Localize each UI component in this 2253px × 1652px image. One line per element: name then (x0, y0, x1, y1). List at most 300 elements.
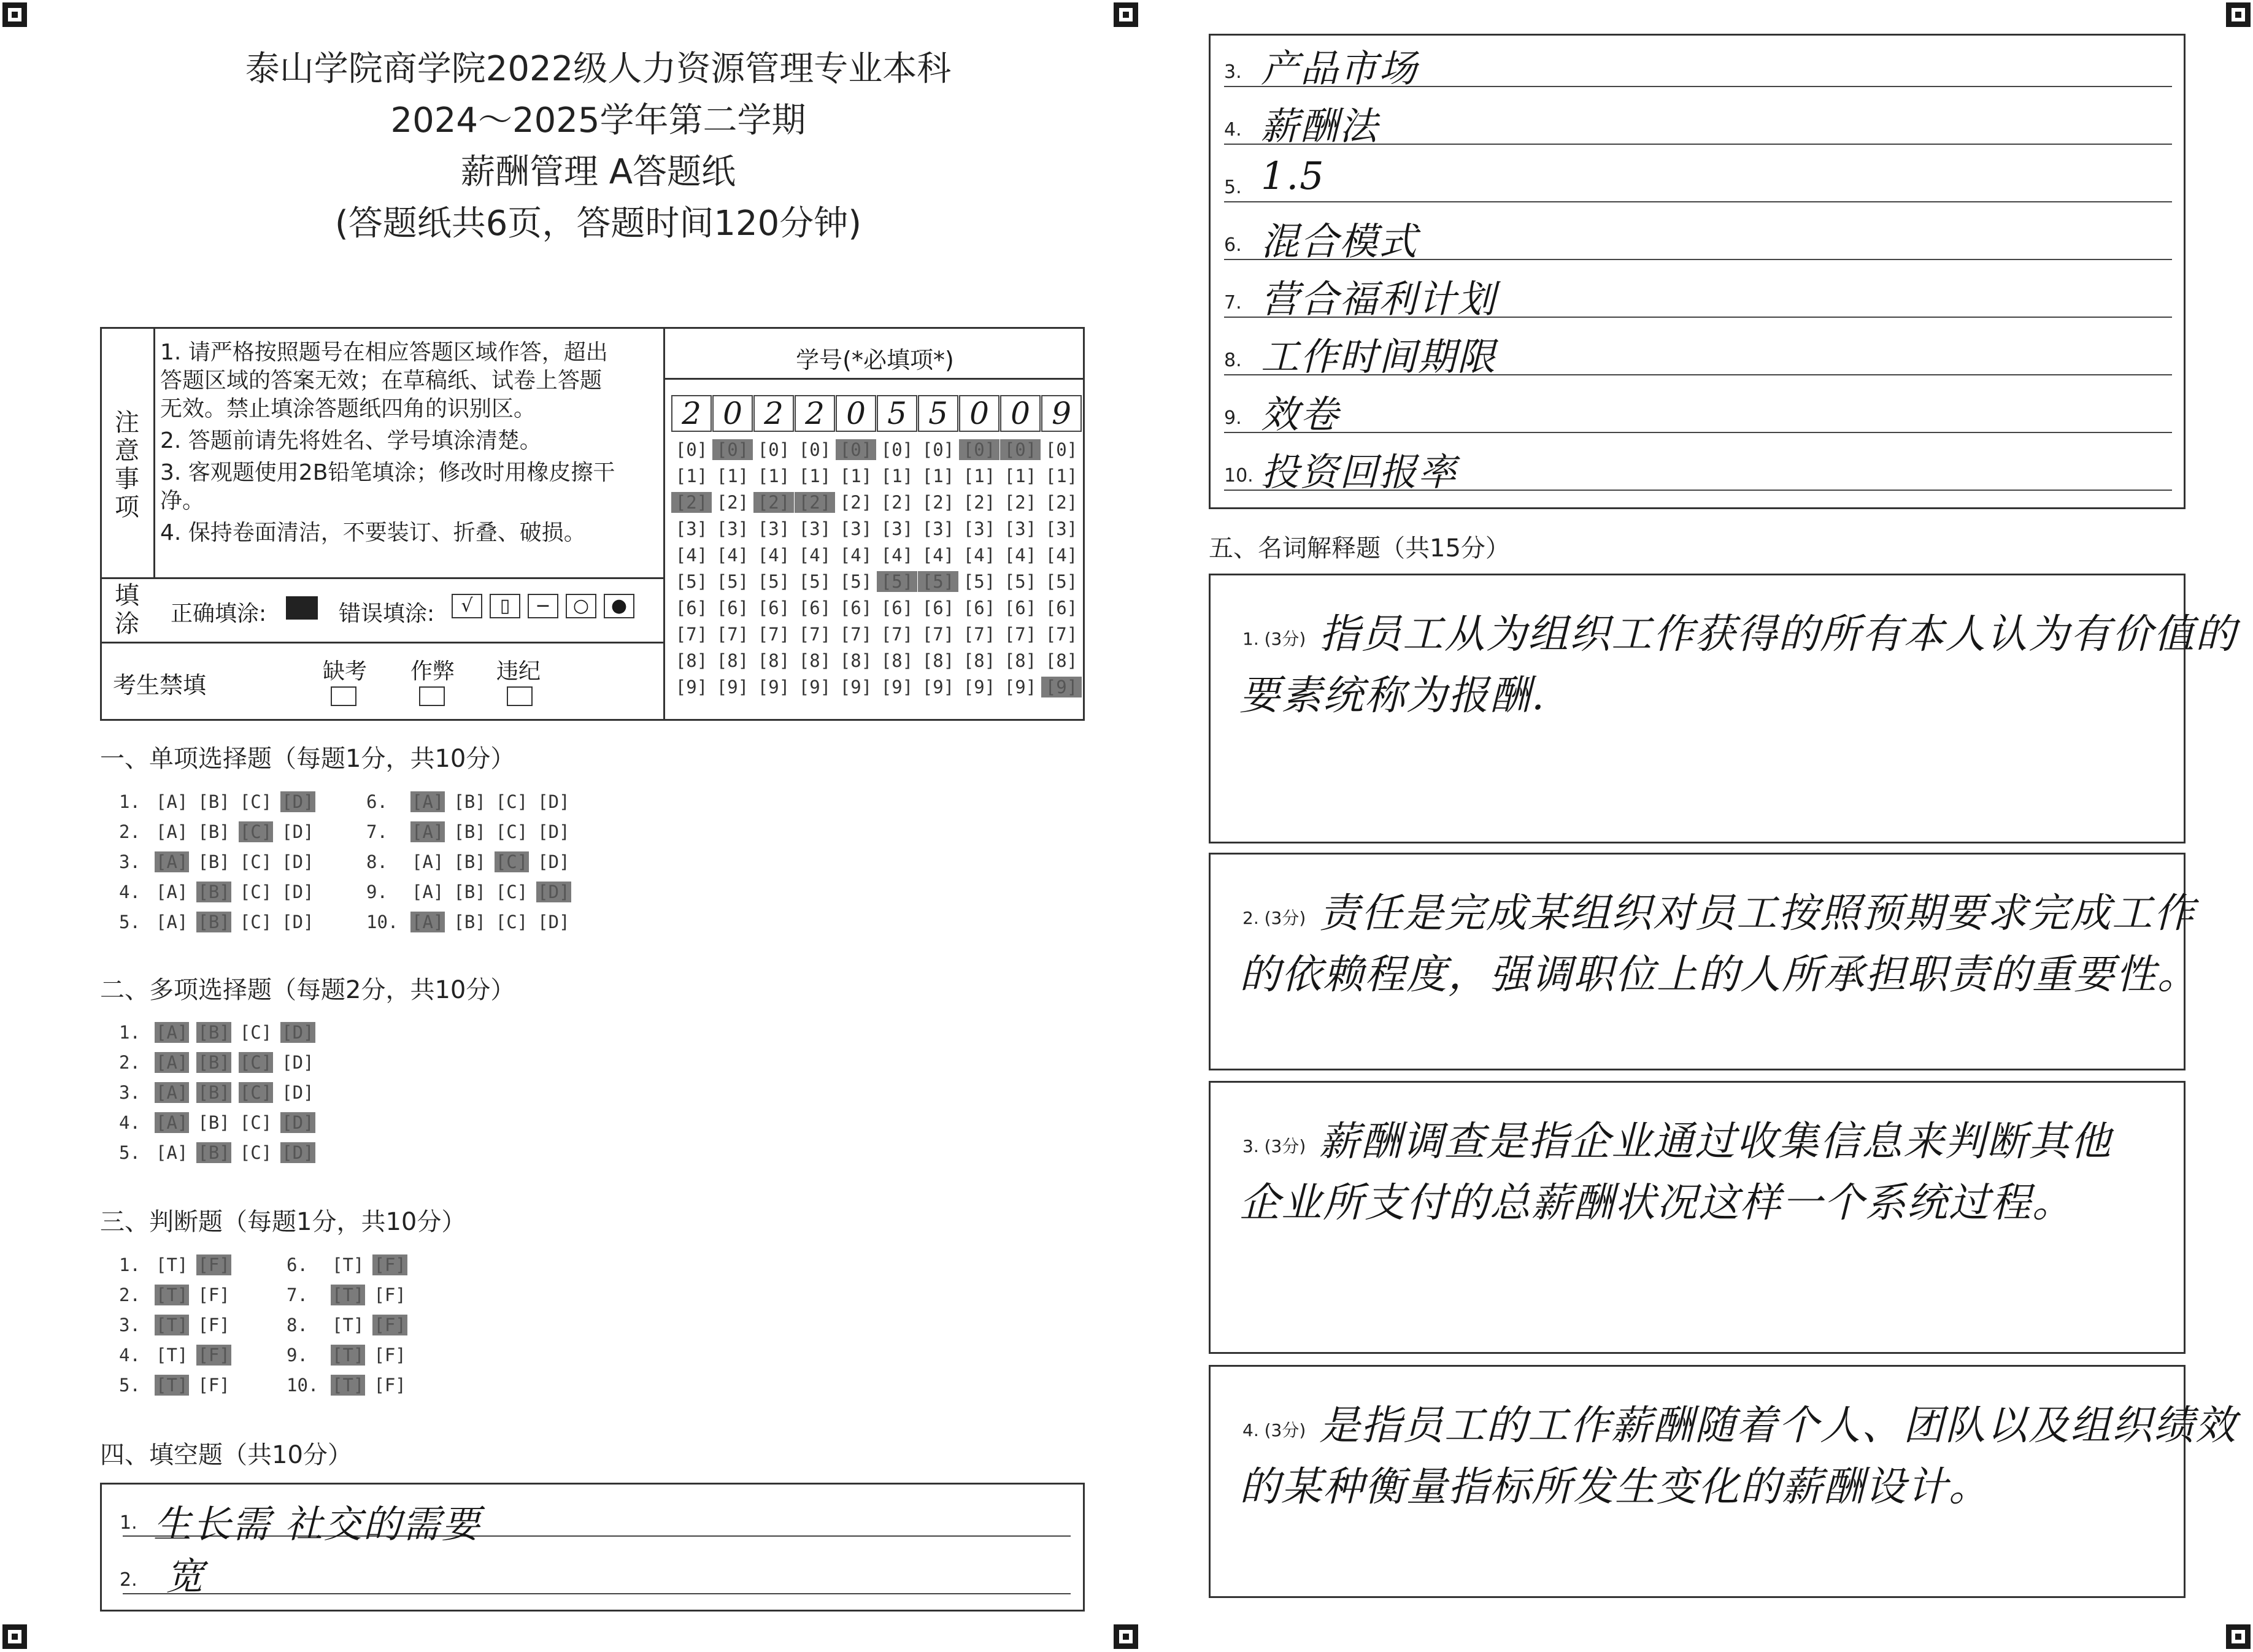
single-choice-row (365, 851, 571, 872)
id-bubble[interactable]: [2] (1045, 492, 1078, 513)
option-bubble[interactable]: [F] (374, 1345, 406, 1366)
student-id-digit: 0 (1000, 395, 1041, 432)
option-bubble[interactable]: [B] (198, 791, 230, 812)
id-bubble[interactable]: [5] (1045, 571, 1078, 592)
true-false-row (285, 1375, 407, 1396)
fill-answer: 工作时间期限 (1261, 334, 1497, 379)
option-bubble[interactable]: [C] (239, 821, 272, 842)
id-bubble[interactable]: [0] (798, 439, 831, 460)
wrong-sample: ▯ (490, 594, 520, 618)
option-bubble[interactable]: [A] (412, 821, 444, 842)
question-number: 7. (366, 821, 388, 842)
option-bubble[interactable]: [D] (282, 912, 314, 932)
id-bubble[interactable]: [5] (963, 571, 996, 592)
option-bubble[interactable]: [T] (156, 1285, 188, 1305)
question-number: 9. (366, 882, 388, 902)
multi-choice-row (118, 1112, 315, 1133)
id-bubble[interactable]: [0] (836, 439, 876, 460)
id-bubble[interactable]: [8] (1004, 650, 1037, 671)
option-bubble[interactable]: [D] (537, 882, 570, 902)
option-bubble[interactable]: [B] (453, 791, 486, 812)
id-bubble[interactable]: [7] (675, 624, 708, 645)
id-bubble[interactable]: [1] (798, 466, 831, 486)
true-false-row (118, 1315, 231, 1335)
option-bubble[interactable]: [B] (198, 1052, 230, 1073)
student-id-digit: 0 (712, 395, 753, 432)
true-false-row (118, 1285, 231, 1305)
definition-line-1: 是指员工的工作薪酬随着个人、团队以及组织绩效 (1319, 1402, 2237, 1449)
fill-num: 8. (1224, 350, 1242, 371)
id-bubble[interactable]: [8] (963, 650, 996, 671)
forbid-violation-label: 违纪 (496, 659, 541, 684)
id-bubble[interactable]: [4] (675, 545, 708, 566)
id-bubble[interactable]: [1] (1045, 466, 1078, 486)
id-bubble[interactable]: [4] (1004, 545, 1037, 566)
id-bubble[interactable]: [2] (671, 492, 712, 513)
notice-item: 3. 客观题使用2B铅笔填涂；修改时用橡皮擦干净。 (160, 460, 615, 513)
option-bubble[interactable]: [F] (198, 1315, 230, 1335)
fill-answer: 营合福利计划 (1261, 277, 1497, 321)
single-choice-row (118, 791, 315, 812)
id-bubble[interactable]: [8] (798, 650, 831, 671)
id-bubble[interactable]: [4] (1045, 545, 1078, 566)
option-bubble[interactable]: [D] (282, 882, 314, 902)
corner-marker-top-left (2, 2, 27, 27)
definition-line-2: 要素统称为报酬. (1239, 672, 1546, 719)
question-number: 3. (119, 1315, 141, 1335)
fill-answer: 1.5 (1261, 153, 1325, 198)
option-bubble[interactable]: [D] (282, 1112, 314, 1133)
id-bubble[interactable]: [4] (839, 545, 872, 566)
section-definitions: 五、名词解释题（共15分） (1209, 534, 1510, 563)
id-bubble[interactable]: [8] (1045, 650, 1078, 671)
id-bubble[interactable]: [9] (880, 677, 914, 697)
id-bubble[interactable]: [5] (918, 571, 958, 592)
fill-num: 7. (1224, 292, 1242, 313)
id-bubble[interactable]: [5] (1004, 571, 1037, 592)
id-bubble[interactable]: [4] (757, 545, 790, 566)
option-bubble[interactable]: [C] (495, 882, 528, 902)
true-false-row (285, 1285, 407, 1305)
id-bubble[interactable]: [1] (716, 466, 749, 486)
id-bubble[interactable]: [9] (1004, 677, 1037, 697)
id-bubble[interactable]: [9] (757, 677, 790, 697)
option-bubble[interactable]: [F] (198, 1254, 230, 1275)
id-bubble[interactable]: [6] (963, 597, 996, 618)
id-bubble[interactable]: [1] (880, 466, 914, 486)
definition-line-1: 责任是完成某组织对员工按照预期要求完成工作 (1319, 889, 2195, 937)
id-bubble[interactable]: [4] (963, 545, 996, 566)
single-choice-row (118, 882, 315, 902)
forbid-title: 考生禁填 (113, 672, 207, 699)
notice-item: 4. 保持卷面清洁，不要装订、折叠、破损。 (160, 520, 586, 545)
question-number: 5. (119, 1375, 141, 1396)
question-number: 10. (366, 912, 399, 932)
option-bubble[interactable]: [B] (198, 1022, 230, 1043)
id-bubble[interactable]: [3] (757, 518, 790, 539)
option-bubble[interactable]: [A] (412, 851, 444, 872)
fill-answer: 薪酬法 (1261, 104, 1379, 148)
question-number: 4. (119, 1345, 141, 1366)
id-bubble[interactable]: [9] (922, 677, 955, 697)
id-bubble[interactable]: [3] (716, 518, 749, 539)
id-bubble[interactable]: [3] (880, 518, 914, 539)
question-number: 5. (119, 1142, 141, 1163)
answer-line (1224, 201, 2172, 202)
id-bubble[interactable]: [0] (675, 439, 708, 460)
id-bubble[interactable]: [0] (1045, 439, 1078, 460)
id-bubble[interactable]: [2] (922, 492, 955, 513)
section-multi-choice: 二、多项选择题（每题2分，共10分） (100, 976, 515, 1004)
id-bubble[interactable]: [3] (675, 518, 708, 539)
id-bubble[interactable]: [5] (716, 571, 749, 592)
id-bubble[interactable]: [8] (716, 650, 749, 671)
multi-choice-row (118, 1142, 315, 1163)
id-bubble[interactable]: [5] (798, 571, 831, 592)
id-bubble[interactable]: [8] (922, 650, 955, 671)
question-number: 2. (119, 1052, 141, 1073)
option-bubble[interactable]: [D] (537, 791, 570, 812)
definition-line-2: 的依赖程度，强调职位上的人所承担职责的重要性。 (1239, 951, 2199, 998)
corner-marker-bottom-left (2, 1624, 27, 1649)
true-false-row (285, 1254, 407, 1275)
id-bubble[interactable]: [6] (922, 597, 955, 618)
student-id-label: 学号(*必填项*) (796, 347, 954, 374)
single-choice-row (365, 791, 571, 812)
id-bubble[interactable]: [7] (757, 624, 790, 645)
id-bubble[interactable]: [9] (798, 677, 831, 697)
header-term: 2024～2025学年第二学期 (390, 101, 806, 140)
id-bubble[interactable]: [5] (839, 571, 872, 592)
header-course: 薪酬管理 A答题纸 (460, 152, 736, 192)
id-bubble[interactable]: [1] (1004, 466, 1037, 486)
definition-label: 1. (3分) (1242, 629, 1306, 649)
id-bubble[interactable]: [7] (1045, 624, 1078, 645)
single-choice-row (365, 912, 571, 932)
notice-list (160, 339, 620, 551)
id-bubble[interactable]: [3] (1045, 518, 1078, 539)
true-false-row (118, 1345, 231, 1366)
id-bubble[interactable]: [7] (1004, 624, 1037, 645)
id-bubble[interactable]: [7] (716, 624, 749, 645)
id-bubble[interactable]: [4] (716, 545, 749, 566)
fill-num: 2. (120, 1569, 137, 1591)
id-bubble[interactable]: [7] (839, 624, 872, 645)
id-bubble[interactable]: [3] (839, 518, 872, 539)
option-bubble[interactable]: [A] (156, 851, 188, 872)
notice-item: 1. 请严格按照题号在相应答题区域作答，超出答题区域的答案无效；在草稿纸、试卷上答题无效。禁止填涂答题纸四角的识别区。 (160, 340, 608, 421)
single-choice-row (118, 851, 315, 872)
option-bubble[interactable]: [A] (412, 882, 444, 902)
student-id-digit: 5 (877, 395, 917, 432)
fill-num: 9. (1224, 407, 1242, 429)
fill-num: 4. (1224, 119, 1242, 140)
id-bubble[interactable]: [3] (1004, 518, 1037, 539)
definition-line-1: 指员工从为组织工作获得的所有本人认为有价值的 (1319, 610, 2237, 658)
question-number: 8. (366, 851, 388, 872)
single-choice-row (365, 821, 571, 842)
true-false-row (118, 1254, 231, 1275)
true-false-row (285, 1315, 407, 1335)
id-bubble[interactable]: [7] (963, 624, 996, 645)
fill-title: 填涂 (115, 582, 139, 638)
fill-num: 3. (1224, 61, 1242, 83)
id-bubble[interactable]: [1] (963, 466, 996, 486)
option-bubble[interactable]: [C] (239, 791, 272, 812)
student-id-digit: 2 (795, 395, 835, 432)
id-bubble[interactable]: [3] (963, 518, 996, 539)
option-bubble[interactable]: [D] (537, 821, 570, 842)
question-number: 1. (119, 1254, 141, 1275)
absent-checkbox[interactable] (331, 686, 356, 706)
wrong-sample: − (528, 594, 558, 618)
id-bubble[interactable]: [2] (963, 492, 996, 513)
question-number: 2. (119, 821, 141, 842)
id-bubble[interactable]: [2] (753, 492, 794, 513)
option-bubble[interactable]: [F] (374, 1285, 406, 1305)
fill-answer: 产品市场 (1261, 46, 1419, 91)
option-bubble[interactable]: [A] (412, 912, 444, 932)
option-bubble[interactable]: [D] (282, 821, 314, 842)
fill-answer: 效卷 (1261, 392, 1340, 437)
option-bubble[interactable]: [D] (282, 1022, 314, 1043)
option-bubble[interactable]: [C] (495, 791, 528, 812)
question-number: 6. (287, 1254, 308, 1275)
option-bubble[interactable]: [D] (282, 791, 314, 812)
option-bubble[interactable]: [B] (453, 882, 486, 902)
option-bubble[interactable]: [F] (374, 1375, 406, 1396)
single-choice-row (365, 882, 571, 902)
multi-choice-row (118, 1022, 315, 1043)
option-bubble[interactable]: [D] (537, 912, 570, 932)
true-false-row (285, 1345, 407, 1366)
option-bubble[interactable]: [B] (453, 851, 486, 872)
id-bubble[interactable]: [9] (963, 677, 996, 697)
option-bubble[interactable]: [T] (156, 1375, 188, 1396)
cheat-checkbox[interactable] (419, 686, 445, 706)
id-bubble[interactable]: [2] (839, 492, 872, 513)
option-bubble[interactable]: [T] (156, 1254, 188, 1275)
option-bubble[interactable]: [C] (239, 882, 272, 902)
id-bubble[interactable]: [1] (675, 466, 708, 486)
corner-marker-top-right (2226, 2, 2251, 27)
option-bubble[interactable]: [A] (156, 791, 188, 812)
option-bubble[interactable]: [A] (156, 1142, 188, 1163)
question-number: 10. (287, 1375, 319, 1396)
option-bubble[interactable]: [C] (239, 851, 272, 872)
question-number: 7. (287, 1285, 308, 1305)
option-bubble[interactable]: [B] (198, 851, 230, 872)
header-info: (答题纸共6页，答题时间120分钟) (334, 204, 862, 244)
option-bubble[interactable]: [A] (156, 912, 188, 932)
id-bubble[interactable]: [6] (716, 597, 749, 618)
option-bubble[interactable]: [C] (495, 912, 528, 932)
option-bubble[interactable]: [D] (282, 851, 314, 872)
id-bubble[interactable]: [6] (1004, 597, 1037, 618)
id-bubble[interactable]: [2] (1004, 492, 1037, 513)
question-number: 3. (119, 1082, 141, 1103)
option-bubble[interactable]: [B] (198, 1112, 230, 1133)
id-bubble[interactable]: [3] (798, 518, 831, 539)
wrong-sample: ○ (566, 594, 596, 618)
id-bubble[interactable]: [4] (880, 545, 914, 566)
id-bubble[interactable]: [6] (757, 597, 790, 618)
option-bubble[interactable]: [B] (453, 912, 486, 932)
option-bubble[interactable]: [B] (198, 1082, 230, 1103)
definition-line-1: 薪酬调查是指企业通过收集信息来判断其他 (1319, 1118, 2112, 1165)
option-bubble[interactable]: [C] (239, 912, 272, 932)
single-choice-row (118, 821, 315, 842)
option-bubble[interactable]: [F] (198, 1375, 230, 1396)
question-number: 8. (287, 1315, 308, 1335)
student-id-digit: 0 (959, 395, 999, 432)
id-bubble[interactable]: [8] (839, 650, 872, 671)
option-bubble[interactable]: [D] (282, 1052, 314, 1073)
id-bubble[interactable]: [9] (675, 677, 708, 697)
option-bubble[interactable]: [A] (156, 882, 188, 902)
option-bubble[interactable]: [A] (412, 791, 444, 812)
id-bubble[interactable]: [9] (1041, 677, 1082, 697)
option-bubble[interactable]: [B] (198, 882, 230, 902)
option-bubble[interactable]: [D] (537, 851, 570, 872)
option-bubble[interactable]: [D] (282, 1082, 314, 1103)
id-bubble[interactable]: [7] (880, 624, 914, 645)
section-true-false: 三、判断题（每题1分，共10分） (100, 1208, 466, 1236)
id-bubble[interactable]: [6] (675, 597, 708, 618)
option-bubble[interactable]: [B] (453, 821, 486, 842)
id-bubble[interactable]: [9] (716, 677, 749, 697)
id-bubble[interactable]: [7] (798, 624, 831, 645)
option-bubble[interactable]: [C] (239, 1052, 272, 1073)
student-id-digit: 5 (918, 395, 958, 432)
id-bubble[interactable]: [0] (959, 439, 999, 460)
id-bubble[interactable]: [0] (1000, 439, 1041, 460)
option-bubble[interactable]: [A] (156, 1082, 188, 1103)
option-bubble[interactable]: [C] (495, 851, 528, 872)
id-bubble[interactable]: [1] (922, 466, 955, 486)
option-bubble[interactable]: [T] (332, 1254, 364, 1275)
info-table (100, 327, 1085, 721)
corner-marker-top-center (1114, 2, 1138, 27)
fill-answer: 投资回报率 (1261, 450, 1458, 494)
option-bubble[interactable]: [T] (332, 1315, 364, 1335)
question-number: 9. (287, 1345, 308, 1366)
definition-label: 2. (3分) (1242, 908, 1306, 928)
fill-answer-2: 宽 (166, 1554, 206, 1599)
notice-title: 注意事项 (115, 409, 139, 521)
section-fill-blank: 四、填空题（共10分） (100, 1441, 352, 1469)
forbid-absent-label: 缺考 (323, 659, 368, 684)
correct-fill-sample (286, 596, 318, 620)
id-bubble[interactable]: [8] (757, 650, 790, 671)
corner-marker-bottom-right (2226, 1624, 2251, 1649)
id-bubble[interactable]: [8] (675, 650, 708, 671)
id-bubble[interactable]: [4] (798, 545, 831, 566)
question-number: 1. (119, 1022, 141, 1043)
option-bubble[interactable]: [F] (374, 1254, 406, 1275)
id-bubble[interactable]: [7] (922, 624, 955, 645)
id-bubble[interactable]: [2] (795, 492, 835, 513)
question-number: 5. (119, 912, 141, 932)
correct-fill-label: 正确填涂: (171, 601, 267, 626)
option-bubble[interactable]: [F] (374, 1315, 406, 1335)
option-bubble[interactable]: [A] (156, 1022, 188, 1043)
id-bubble[interactable]: [0] (712, 439, 753, 460)
violation-checkbox[interactable] (507, 686, 533, 706)
id-bubble[interactable]: [2] (880, 492, 914, 513)
fill-num: 10. (1224, 465, 1254, 486)
option-bubble[interactable]: [T] (332, 1285, 364, 1305)
option-bubble[interactable]: [C] (239, 1082, 272, 1103)
student-id-digit: 9 (1041, 395, 1082, 432)
id-bubble[interactable]: [0] (922, 439, 955, 460)
id-bubble[interactable]: [5] (877, 571, 917, 592)
id-bubble[interactable]: [3] (922, 518, 955, 539)
student-id-digit: 2 (753, 395, 794, 432)
option-bubble[interactable]: [T] (156, 1315, 188, 1335)
id-bubble[interactable]: [1] (839, 466, 872, 486)
option-bubble[interactable]: [B] (198, 821, 230, 842)
multi-choice-row (118, 1082, 315, 1103)
definition-line-2: 的某种衡量指标所发生变化的薪酬设计。 (1239, 1463, 1990, 1510)
id-bubble[interactable]: [6] (839, 597, 872, 618)
id-bubble[interactable]: [1] (757, 466, 790, 486)
question-number: 3. (119, 851, 141, 872)
id-bubble[interactable]: [6] (1045, 597, 1078, 618)
option-bubble[interactable]: [T] (332, 1345, 364, 1366)
option-bubble[interactable]: [A] (156, 821, 188, 842)
corner-marker-bottom-center (1114, 1624, 1138, 1649)
id-bubble[interactable]: [5] (757, 571, 790, 592)
option-bubble[interactable]: [C] (239, 1112, 272, 1133)
option-bubble[interactable]: [C] (239, 1142, 272, 1163)
option-bubble[interactable]: [T] (332, 1375, 364, 1396)
id-bubble[interactable]: [0] (757, 439, 790, 460)
option-bubble[interactable]: [F] (198, 1345, 230, 1366)
id-bubble[interactable]: [0] (880, 439, 914, 460)
fill-answer: 混合模式 (1261, 219, 1419, 264)
id-bubble[interactable]: [2] (716, 492, 749, 513)
fill-num: 5. (1224, 177, 1242, 198)
option-bubble[interactable]: [A] (156, 1112, 188, 1133)
student-id-digit: 0 (836, 395, 876, 432)
true-false-row (118, 1375, 231, 1396)
id-bubble[interactable]: [9] (839, 677, 872, 697)
id-bubble[interactable]: [6] (798, 597, 831, 618)
wrong-sample: √ (452, 594, 482, 618)
option-bubble[interactable]: [C] (495, 821, 528, 842)
option-bubble[interactable]: [B] (198, 912, 230, 932)
option-bubble[interactable]: [A] (156, 1052, 188, 1073)
option-bubble[interactable]: [T] (156, 1345, 188, 1366)
question-number: 2. (119, 1285, 141, 1305)
id-bubble[interactable]: [6] (880, 597, 914, 618)
multi-choice-row (118, 1052, 315, 1073)
answer-line (1224, 432, 2172, 433)
option-bubble[interactable]: [F] (198, 1285, 230, 1305)
question-number: 4. (119, 1112, 141, 1133)
id-bubble[interactable]: [5] (675, 571, 708, 592)
notice-item: 2. 答题前请先将姓名、学号填涂清楚。 (160, 428, 542, 453)
option-bubble[interactable]: [D] (282, 1142, 314, 1163)
option-bubble[interactable]: [B] (198, 1142, 230, 1163)
fill-num: 1. (120, 1512, 137, 1534)
wrong-fill-label: 错误填涂: (339, 601, 435, 626)
question-number: 4. (119, 882, 141, 902)
id-bubble[interactable]: [8] (880, 650, 914, 671)
option-bubble[interactable]: [C] (239, 1022, 272, 1043)
id-bubble[interactable]: [4] (922, 545, 955, 566)
